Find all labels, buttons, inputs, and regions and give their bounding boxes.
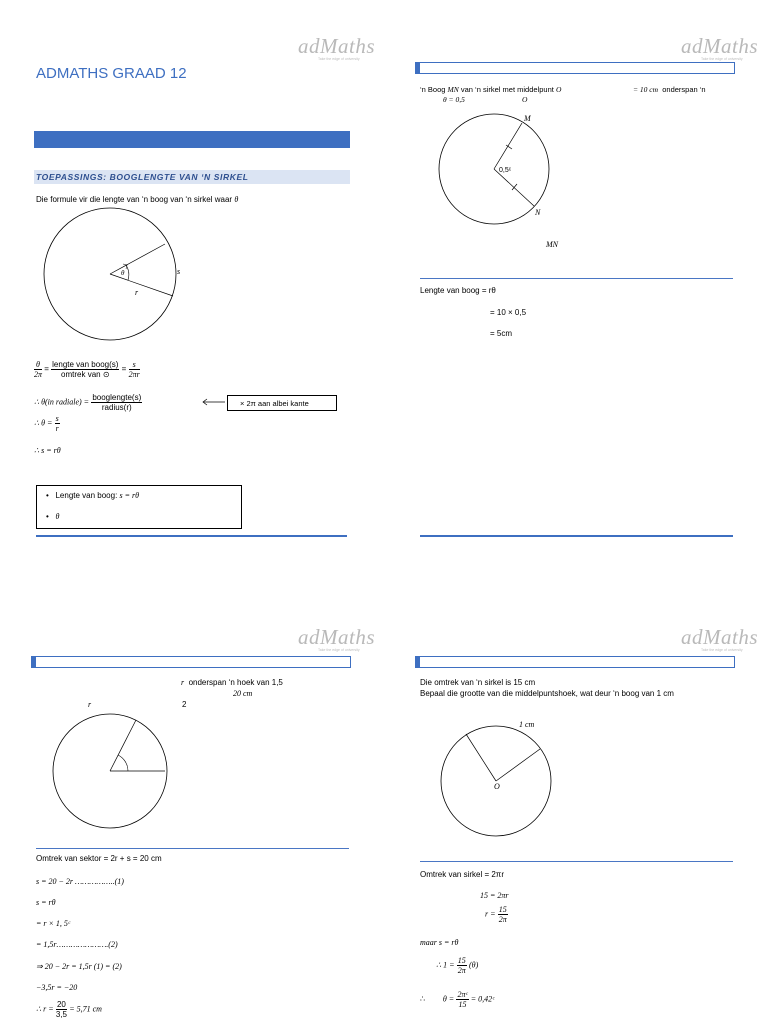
mn-label: MN — [546, 240, 558, 249]
fig-o-label: O — [494, 782, 500, 791]
solution-line-3: r = $\frac{15}{2\pi}$ — [485, 905, 507, 924]
divider — [420, 861, 733, 862]
divider — [36, 848, 349, 849]
admaths-logo: adMaths — [681, 34, 758, 58]
note-box: × 2π aan albei kante — [227, 395, 337, 411]
question-line-2: 20 cm — [233, 689, 253, 698]
solution-line-2: = 10 × 0,5 — [490, 308, 527, 317]
admaths-logo: adMaths — [298, 625, 375, 649]
logo-tagline: Take the edge of university — [318, 648, 360, 652]
question-line-1: ‘n Boog MN van ‘n sirkel met middelpunt O — [420, 85, 562, 94]
title-box — [31, 656, 351, 668]
formula-s: ∴ s = rθ — [34, 446, 61, 455]
solution-line-4: = r × 1, 5ᶜ — [36, 919, 71, 928]
circle-figure — [40, 210, 190, 330]
fig-n-label: N — [535, 208, 541, 217]
solution-line-1: Lengte van boog = rθ — [420, 286, 496, 295]
r-label: r — [88, 700, 92, 709]
question-line-1: Die omtrek van ‘n sirkel is 15 cm — [420, 678, 536, 687]
logo-tagline: Take the edge of university — [701, 648, 743, 652]
slide-1 — [0, 0, 384, 521]
solution-line-6: ⇒ 20 − 2r = 1,5r (1) = (2) — [36, 962, 122, 971]
solution-line-1: Omtrek van sektor = 2r + s = 20 cm — [36, 854, 162, 863]
title-box — [415, 62, 735, 74]
two-label: 2 — [182, 700, 187, 709]
fig-angle-label: 0,5ᶜ — [499, 167, 512, 174]
summary-bullet-1: • Lengte van boog: s = rθ — [46, 491, 140, 500]
fig-s-label: s — [177, 267, 181, 276]
solution-line-2: s = 20 − 2r ……………..(1) — [36, 877, 124, 886]
formula-ratio: $\frac{\theta}{2\pi}$ = $\frac{\text{lengte van boog(s)}}{\text{omtrek van ⊙}}$ = $\frac{s}{2\pi r}$ — [34, 360, 140, 379]
sector-figure — [50, 712, 170, 832]
page-title: ADMATHS GRAAD 12 — [36, 65, 187, 82]
admaths-logo: adMaths — [298, 34, 375, 58]
question-line-2-o: O — [522, 95, 528, 104]
section-heading: TOEPASSINGS: BOOGLENGTE VAN ‘N SIRKEL — [34, 170, 350, 184]
solution-line-6: ∴ θ = $\frac{\text{2πᶜ}}{15}$ = 0,42ᶜ — [420, 990, 495, 1009]
section-bar — [34, 131, 350, 148]
question-line-1: r onderspan ‘n hoek van 1,5 — [181, 678, 283, 687]
formula-radians: ∴ θ(in radiale) = $\frac{\text{booglengte(s)}}{\text{radius(r)}}$ — [34, 393, 142, 412]
arrow-left-icon — [201, 398, 227, 406]
fig-theta-label: θ — [121, 269, 125, 277]
question-line-2: θ = 0,5 — [443, 95, 465, 104]
admaths-logo: adMaths — [681, 625, 758, 649]
logo-tagline: Take the edge of university — [318, 57, 360, 61]
slide-3 — [0, 512, 384, 1024]
logo-tagline: Take the edge of university — [701, 57, 743, 61]
solution-line-8: ∴ r = $\frac{20}{3,5}$ = 5,71 cm — [36, 1000, 102, 1019]
sector-figure — [436, 717, 556, 837]
intro-text: Die formule vir die lengte van ‘n boog van ‘n sirkel waar θ — [36, 195, 239, 204]
question-line-1-end: = 10 cm onderspan ‘n — [633, 85, 706, 94]
solution-line-2: 15 = 2πr — [480, 891, 509, 900]
slide-2 — [384, 0, 768, 512]
fig-arc-label: 1 cm — [519, 720, 535, 729]
fig-r-label: r — [135, 288, 139, 297]
divider — [420, 278, 733, 279]
solution-line-7: −3,5r = −20 — [36, 983, 78, 992]
fig-m-label: M — [524, 114, 531, 123]
solution-line-1: Omtrek van sirkel = 2πr — [420, 870, 504, 879]
question-line-2: Bepaal die grootte van die middelpuntshoek, wat deur ‘n boog van 1 cm — [420, 689, 674, 698]
solution-line-4: maar s = rθ — [420, 938, 459, 947]
solution-line-5: = 1,5r………………….(2) — [36, 940, 118, 949]
solution-line-3: = 5cm — [490, 329, 513, 338]
solution-line-5: ∴ 1 = $\frac{15}{2\pi}$ (θ) — [436, 956, 479, 975]
summary-bullet-2: • θ — [46, 512, 60, 521]
solution-line-3: s = rθ — [36, 898, 56, 907]
formula-theta: ∴ θ = $\frac{s}{r}$ — [34, 414, 59, 433]
title-box — [415, 656, 735, 668]
slide-4 — [384, 512, 768, 1024]
